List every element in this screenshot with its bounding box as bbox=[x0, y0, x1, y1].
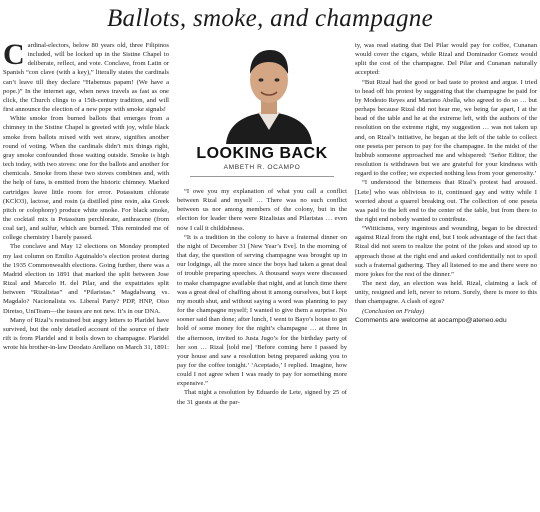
paragraph: White smoke from burned ballots that emerges from a chimney in the Sistine Chapel is greeted with joy, while black smoke from ballots mixed with wet straw, signifies another round of voting. When the cardinals didn’t mix things right, gray smoke confounded those waiting outside. Smoke is high tech today, with two stoves: one for the ballots and another for chemicals. Smoke from these two stoves combines and, with the help of fans, is emitted from the historic chimney. Marked cartridges leave little room for error. Potassium chlorate (KClO3), lactose, and rosin (a distilled pine resin, aka Greek pitch or colophony) produce white smoke. For black smoke, the cocktail mix is Potassium perchlorate, anthracene (from coal tar), and sulfur, which are burned. This reminded me of college chemistry I barely passed. bbox=[3, 115, 169, 242]
contact-line: Comments are welcome at aocampo@ateneo.edu bbox=[355, 316, 507, 324]
paragraph: Many of Rizal’s restrained but angry letters to Plaridel have survived, but the only detailed account of the source of their rift is from Plaridel and it boils down to champagne. Plaridel wrote his brother-in-law Deodato Arellano on March 31, 1891: bbox=[3, 316, 169, 352]
text-column-3 bbox=[355, 41, 537, 325]
paragraph: “But Rizal had the good or bad taste to protest and argue. I tried to head off his protest by suggesting that the champagne be paid for by Modesto Reyes and Mariano Abella, who agreed to do so … but perhaps because Rizal did not hear me, we being far apart, I at the head of the table and he at the extreme left, with the authors of the resolution on the extreme right, my suggestion … was not taken up and, on Rizal’s initiative, he began at the left of the table to collect one peseta per person to pay for the champagne. In the midst of the hubbub someone approached me and whispered: ‘Señor Editor, the resolution is withdrawn but we are grateful for your kindness with regard to the coffee; we expected nothing less from your generosity.’ bbox=[355, 78, 537, 178]
paragraph: Cardinal-electors, below 80 years old, three Filipinos included, will be locked up in the Sistine Chapel to deliberate, reflect, and vote. Conclave, from Latin or Spanish “con clave (with a key),” literally states the cardinals can’t leave till they declare “Habemus papam! (We have a pope.)” In the internet age, when news travels as fast as one click, the Church clings to a 15th-century tradition, and will first announce the election of a new pope with smoke signals! bbox=[3, 38, 169, 114]
column-name: LOOKING BACK bbox=[196, 145, 328, 162]
paragraph: “I owe you my explanation of what you call a conflict between Rizal and myself … There was no such conflict between us nor among members of the colony, but in the election for leader there were Rizalistas and Pilaristas … even now I call it childishness. bbox=[177, 188, 347, 232]
paragraph: “It is a tradition in the colony to have a fraternal dinner on the night of December 31 [New Year’s Eve]. In the morning of that day, the question of serving champagne was brought up in our lodgings, all the more since the boys had taken a great deal of trouble preparing speeches. A thousand ways were discussed to make champagne available that night, and at lunch time there was a great deal of chaffing about it among ourselves, but I kept my mouth shut, and without saying a word was planning to pay for the champagne myself; I wanted to give them a surprise. No sooner said than done; after lunch, I went to Bayo’s house to get hold of some money for the night’s champagne … at three in the afternoon, invited to Justa Jugo’s for the birthday party of her son … Rizal [told me] ‘Before coming here I passed by your house and saw a resolution being prepared asking you to pay for the coffee tonight.’ ‘Aceptado,’ I replied. Imagine, how could I not agree when I was ready to pay for something more expensive.” bbox=[177, 233, 347, 388]
headline: Ballots, smoke, and champagne bbox=[106, 5, 433, 32]
divider bbox=[190, 176, 334, 177]
paragraph: The conclave and May 12 elections on Monday prompted my last column on Emilio Aguinaldo’s election protest during the 1935 Commonwealth elections. Going further, there was a Madrid election in 1891 that marked the split between Jose Rizal and Marcelo H. del Pilar, and the expatriates split between “Rizalistas” and “Pilaristas.” Magdalwang vs. Magdalo? Nacionalista vs. Liberal Party? PDP, HNP, Otso Diretso, UniTeam—the issues are not new. It’s in our DNA. bbox=[3, 243, 169, 315]
paragraph: The next day, an election was held. Rizal, claiming a lack of unity, resigned and left, never to return. Surely, there is more to this than champagne. A clash of egos? bbox=[355, 280, 537, 306]
paragraph: That night a resolution by Eduardo de Lete, signed by 25 of the 31 guests at the par- bbox=[177, 389, 347, 406]
text-column-2 bbox=[177, 187, 347, 407]
byline: AMBETH R. OCAMPO bbox=[223, 164, 301, 171]
conclusion-note: (Conclusion on Friday) bbox=[362, 307, 425, 315]
paragraph: “I understood the bitterness that Rizal’s protest had aroused. [Lete] who was oblivious to it, continued gay and witty while I worried about a quarrel breaking out. The collection of one peseta was paid to the left end to the center of the table, but from there to the right end nobody wanted to contribute. bbox=[355, 179, 537, 223]
author-photo bbox=[218, 40, 320, 144]
text-column-1 bbox=[3, 38, 169, 352]
drop-cap: C bbox=[3, 38, 25, 71]
paragraph: ty, was read stating that Del Pilar would pay for coffee, Cunanan would cover the cigars, while Rizal and Dominador Gomez would split the cost of the champagne. Del Pilar and Cunanan naturally accepted: bbox=[355, 42, 537, 77]
paragraph: “Witticisms, very ingenious and wounding, began to be directed against Rizal from the right end, but I took advantage of the fact that Rizal did not seem to realize the point of the jokes and stood up to approach those at the right end and asked confidentially not to spoil such a fraternal gathering. They all listened to me and there were no more jokes for the rest of the dinner.” bbox=[355, 225, 537, 278]
